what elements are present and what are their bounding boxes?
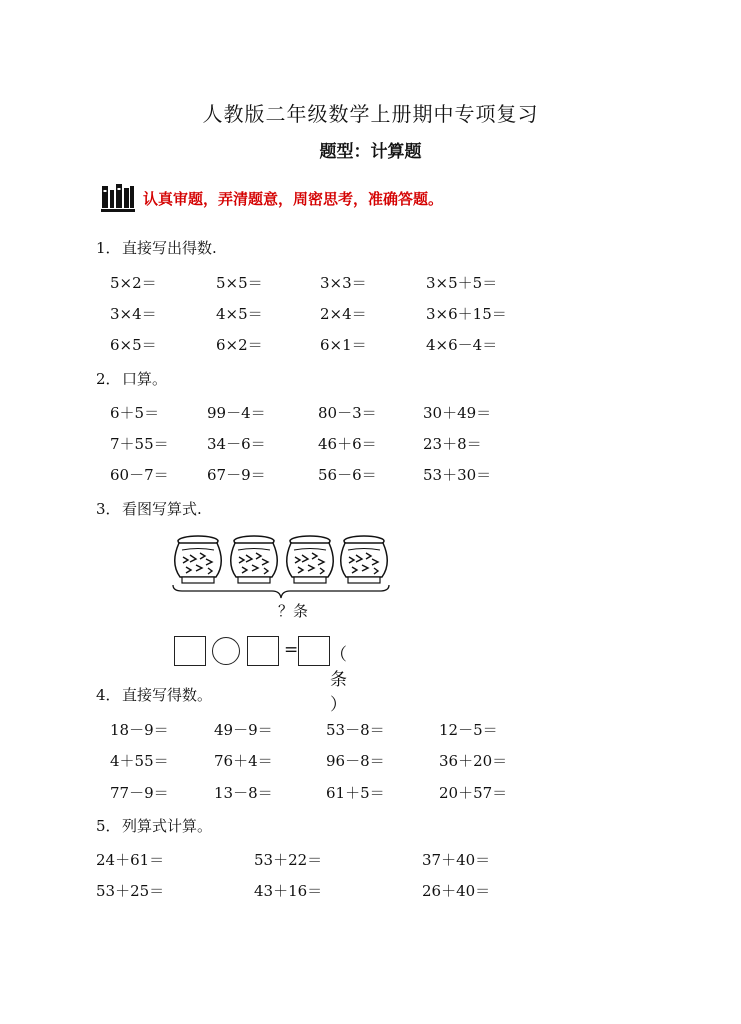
question-number: 3．	[96, 500, 121, 518]
problem: 76＋4＝	[214, 752, 273, 770]
problem: 36＋20＝	[439, 752, 508, 770]
problem: 3×4＝	[110, 305, 157, 323]
problem: 99－4＝	[207, 404, 266, 422]
problem: 23＋8＝	[423, 435, 482, 453]
problem: 3×3＝	[320, 274, 367, 292]
problem: 53＋22＝	[254, 851, 323, 869]
problem: 49－9＝	[214, 721, 273, 739]
question-3-heading	[96, 498, 202, 519]
problem: 4×6－4＝	[426, 336, 498, 354]
page-title: 人教版二年级数学上册期中专项复习	[202, 102, 539, 126]
problem: 56－6＝	[318, 466, 377, 484]
question-title: 直接写出得数.	[122, 239, 217, 257]
question-title: 直接写得数。	[122, 686, 213, 704]
question-title: 口算。	[122, 370, 168, 388]
problem: 80－3＝	[318, 404, 377, 422]
fishbowl-icon	[175, 536, 222, 583]
tip-banner	[101, 180, 443, 212]
problem: 53－8＝	[326, 721, 385, 739]
problem: 13－8＝	[214, 784, 273, 802]
question-number: 4．	[96, 686, 121, 704]
unit-label: （ 条 ）	[330, 645, 347, 715]
tip-text: 认真审题，弄清题意，周密思考，准确答题。	[143, 190, 444, 208]
question-number: 1．	[96, 239, 121, 257]
question-title: 列算式计算。	[122, 817, 213, 835]
problem: 53＋30＝	[423, 466, 492, 484]
problem: 96－8＝	[326, 752, 385, 770]
problem: 4＋55＝	[110, 752, 169, 770]
question-number: 5．	[96, 817, 121, 835]
problem: 6×5＝	[110, 336, 157, 354]
problem: 53＋25＝	[96, 882, 165, 900]
problem: 67－9＝	[207, 466, 266, 484]
curly-brace-icon	[172, 584, 390, 600]
problem: 5×2＝	[110, 274, 157, 292]
fishbowls-illustration	[170, 535, 392, 587]
problem: 60－7＝	[110, 466, 169, 484]
problem: 30＋49＝	[423, 404, 492, 422]
problem: 18－9＝	[110, 721, 169, 739]
problem: 12－5＝	[439, 721, 498, 739]
fishbowl-icon	[231, 536, 278, 583]
problem: 34－6＝	[207, 435, 266, 453]
equals-sign: =	[284, 640, 299, 660]
problem: 46＋6＝	[318, 435, 377, 453]
operator-circle[interactable]	[212, 637, 240, 665]
problem: 3×6＋15＝	[426, 305, 507, 323]
problem: 37＋40＝	[422, 851, 491, 869]
problem: 5×5＝	[216, 274, 263, 292]
fishbowl-icon	[287, 536, 334, 583]
problem: 43＋16＝	[254, 882, 323, 900]
question-mark-label: ？条	[278, 602, 309, 620]
problem: 3×5＋5＝	[426, 274, 498, 292]
problem: 4×5＝	[216, 305, 263, 323]
answer-box[interactable]	[298, 636, 330, 666]
problem: 24＋61＝	[96, 851, 165, 869]
problem: 6×2＝	[216, 336, 263, 354]
question-5-heading	[96, 815, 212, 836]
fishbowl-icon	[341, 536, 388, 583]
question-title: 看图写算式.	[122, 500, 202, 518]
problem: 6×1＝	[320, 336, 367, 354]
question-4-heading	[96, 684, 212, 705]
question-2-heading	[96, 368, 167, 389]
question-1-heading	[96, 237, 217, 258]
answer-box[interactable]	[174, 636, 206, 666]
problem: 26＋40＝	[422, 882, 491, 900]
problem: 2×4＝	[320, 305, 367, 323]
problem: 20＋57＝	[439, 784, 508, 802]
problem: 77－9＝	[110, 784, 169, 802]
page-subtitle: 题型：计算题	[319, 142, 422, 162]
problem: 61＋5＝	[326, 784, 385, 802]
problem: 6＋5＝	[110, 404, 160, 422]
answer-box[interactable]	[247, 636, 279, 666]
question-number: 2．	[96, 370, 121, 388]
problem: 7＋55＝	[110, 435, 169, 453]
books-icon	[101, 182, 135, 212]
